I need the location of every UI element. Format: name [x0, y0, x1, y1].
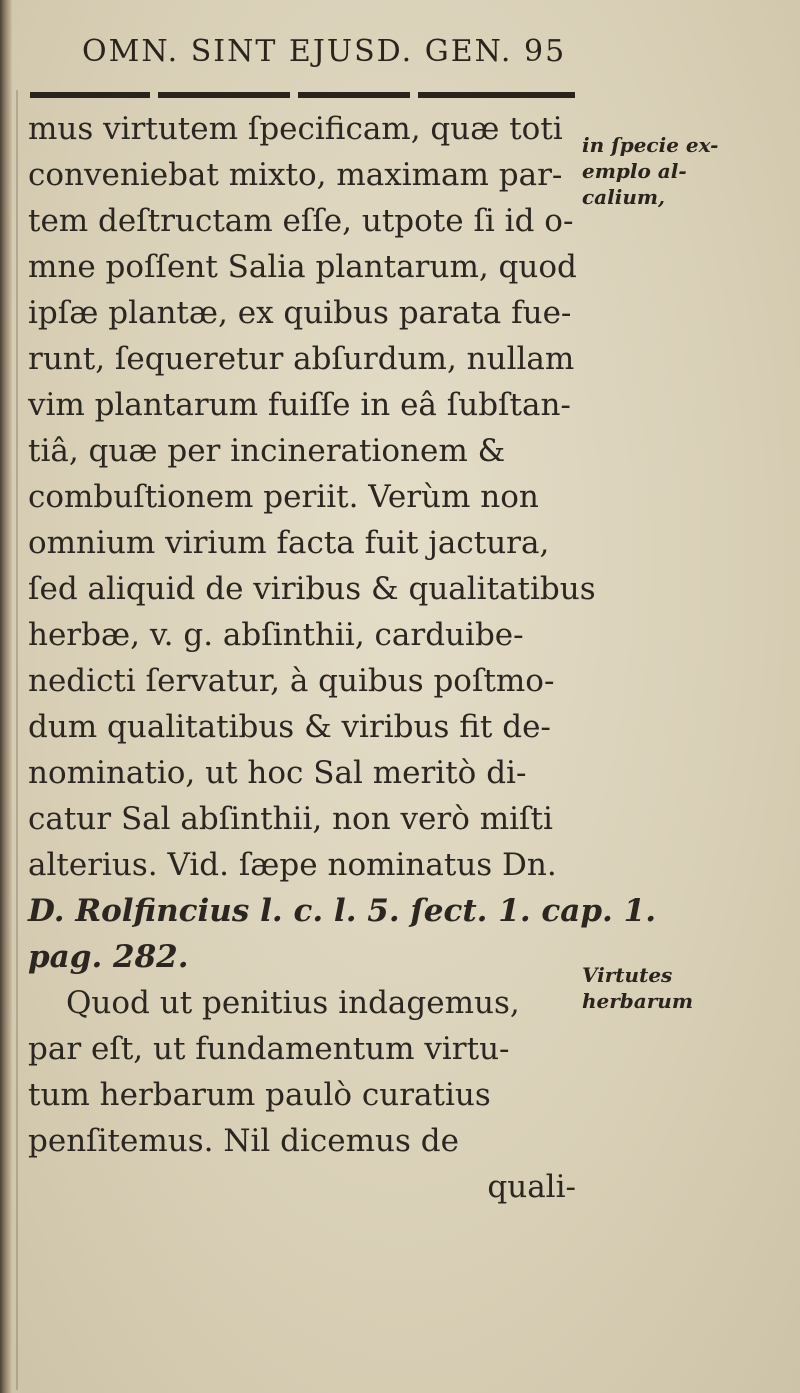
text-line: conveniebat mixto, maximam par- [28, 157, 563, 193]
text-line: herbæ, v. g. abſinthii, carduibe- [28, 617, 524, 653]
margin-note-line: Virtutes [582, 963, 673, 987]
page-binding-edge [0, 0, 12, 1393]
margin-note-line: herbarum [582, 989, 693, 1013]
text-line: vim plantarum fuiſſe in eâ ſubſtan- [28, 387, 571, 423]
text-line: tem deſtructam eſſe, utpote ſi id o- [28, 203, 574, 239]
text-line: mus virtutem ſpecificam, quæ toti [28, 111, 563, 147]
text-line: alterius. Vid. ſæpe nominatus Dn. [28, 847, 557, 883]
text-line: tiâ, quæ per incinerationem & [28, 433, 506, 469]
text-line: dum qualitatibus & viribus fit de- [28, 709, 551, 745]
margin-note-line: in ſpecie ex- [582, 133, 719, 157]
catchword: quali- [487, 1169, 576, 1205]
margin-note-line: calium, [582, 185, 665, 209]
citation-line: pag. 282. [28, 939, 189, 975]
text-line: runt, ſequeretur abſurdum, nullam [28, 341, 575, 377]
text-line: nominatio, ut hoc Sal meritò di- [28, 755, 527, 791]
paragraph-start-line: Quod ut penitius indagemus, [66, 985, 520, 1021]
text-line: combuſtionem periit. Verùm non [28, 479, 539, 515]
citation-line: D. Rolfincius l. c. l. 5. ſect. 1. cap. 1. [28, 893, 657, 929]
text-line: par eſt, ut fundamentum virtu- [28, 1031, 510, 1067]
text-line: ipſæ plantæ, ex quibus parata fue- [28, 295, 572, 331]
text-line: ſed aliquid de viribus & qualitatibus [28, 571, 596, 607]
text-line: penſitemus. Nil dicemus de [28, 1123, 459, 1159]
margin-note-virtutes [582, 962, 693, 1014]
text-line: catur Sal abſinthii, non verò miſti [28, 801, 553, 837]
running-head: OMN. SINT EJUSD. GEN. 95 [82, 34, 567, 69]
gutter-shadow [16, 90, 18, 1390]
text-line: nedicti ſervatur, à quibus poſtmo- [28, 663, 555, 699]
margin-note-line: emplo al- [582, 159, 687, 183]
text-line: tum herbarum paulò curatius [28, 1077, 491, 1113]
header-rule [30, 92, 575, 98]
text-line: omnium virium facta fuit jactura, [28, 525, 550, 561]
text-line: mne poſſent Salia plantarum, quod [28, 249, 577, 285]
margin-note-specie [582, 132, 718, 210]
